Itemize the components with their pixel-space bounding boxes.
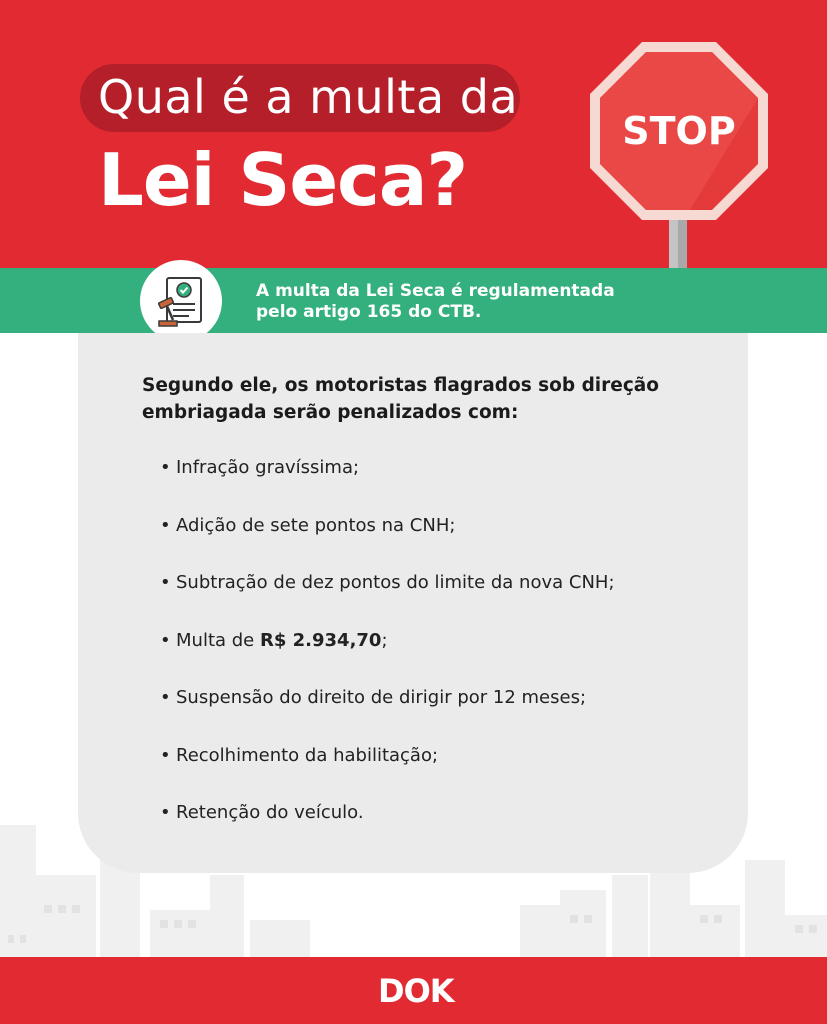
page-title-line1: Qual é a multa da	[98, 70, 519, 124]
brand-logo: DOK	[378, 972, 454, 1010]
list-item: • Infração gravíssima;	[160, 457, 360, 478]
page-title-line2: Lei Seca?	[98, 138, 468, 222]
card-intro-line1: Segundo ele, os motoristas flagrados sob direção	[142, 375, 659, 396]
penalties-list	[160, 455, 615, 858]
card-intro	[142, 372, 659, 426]
card-intro-line2: embriagada serão penalizados com:	[142, 402, 519, 423]
info-text-line2: pelo artigo 165 do CTB.	[256, 302, 482, 322]
info-text	[256, 281, 615, 323]
list-item: • Multa de R$ 2.934,70;	[160, 629, 388, 651]
list-item: • Adição de sete pontos na CNH;	[160, 514, 456, 536]
info-text-line1: A multa da Lei Seca é regulamentada	[256, 281, 615, 301]
fine-amount: R$ 2.934,70	[259, 629, 382, 651]
list-item: • Subtração de dez pontos do limite da nova CNH;	[160, 572, 615, 593]
stop-sign-icon	[590, 42, 768, 272]
law-document-icon	[157, 274, 207, 330]
list-item: • Recolhimento da habilitação;	[160, 744, 439, 766]
list-item: • Retenção do veículo.	[160, 802, 364, 823]
list-item: • Suspensão do direito de dirigir por 12 meses;	[160, 687, 587, 708]
stop-text: STOP	[622, 109, 736, 153]
